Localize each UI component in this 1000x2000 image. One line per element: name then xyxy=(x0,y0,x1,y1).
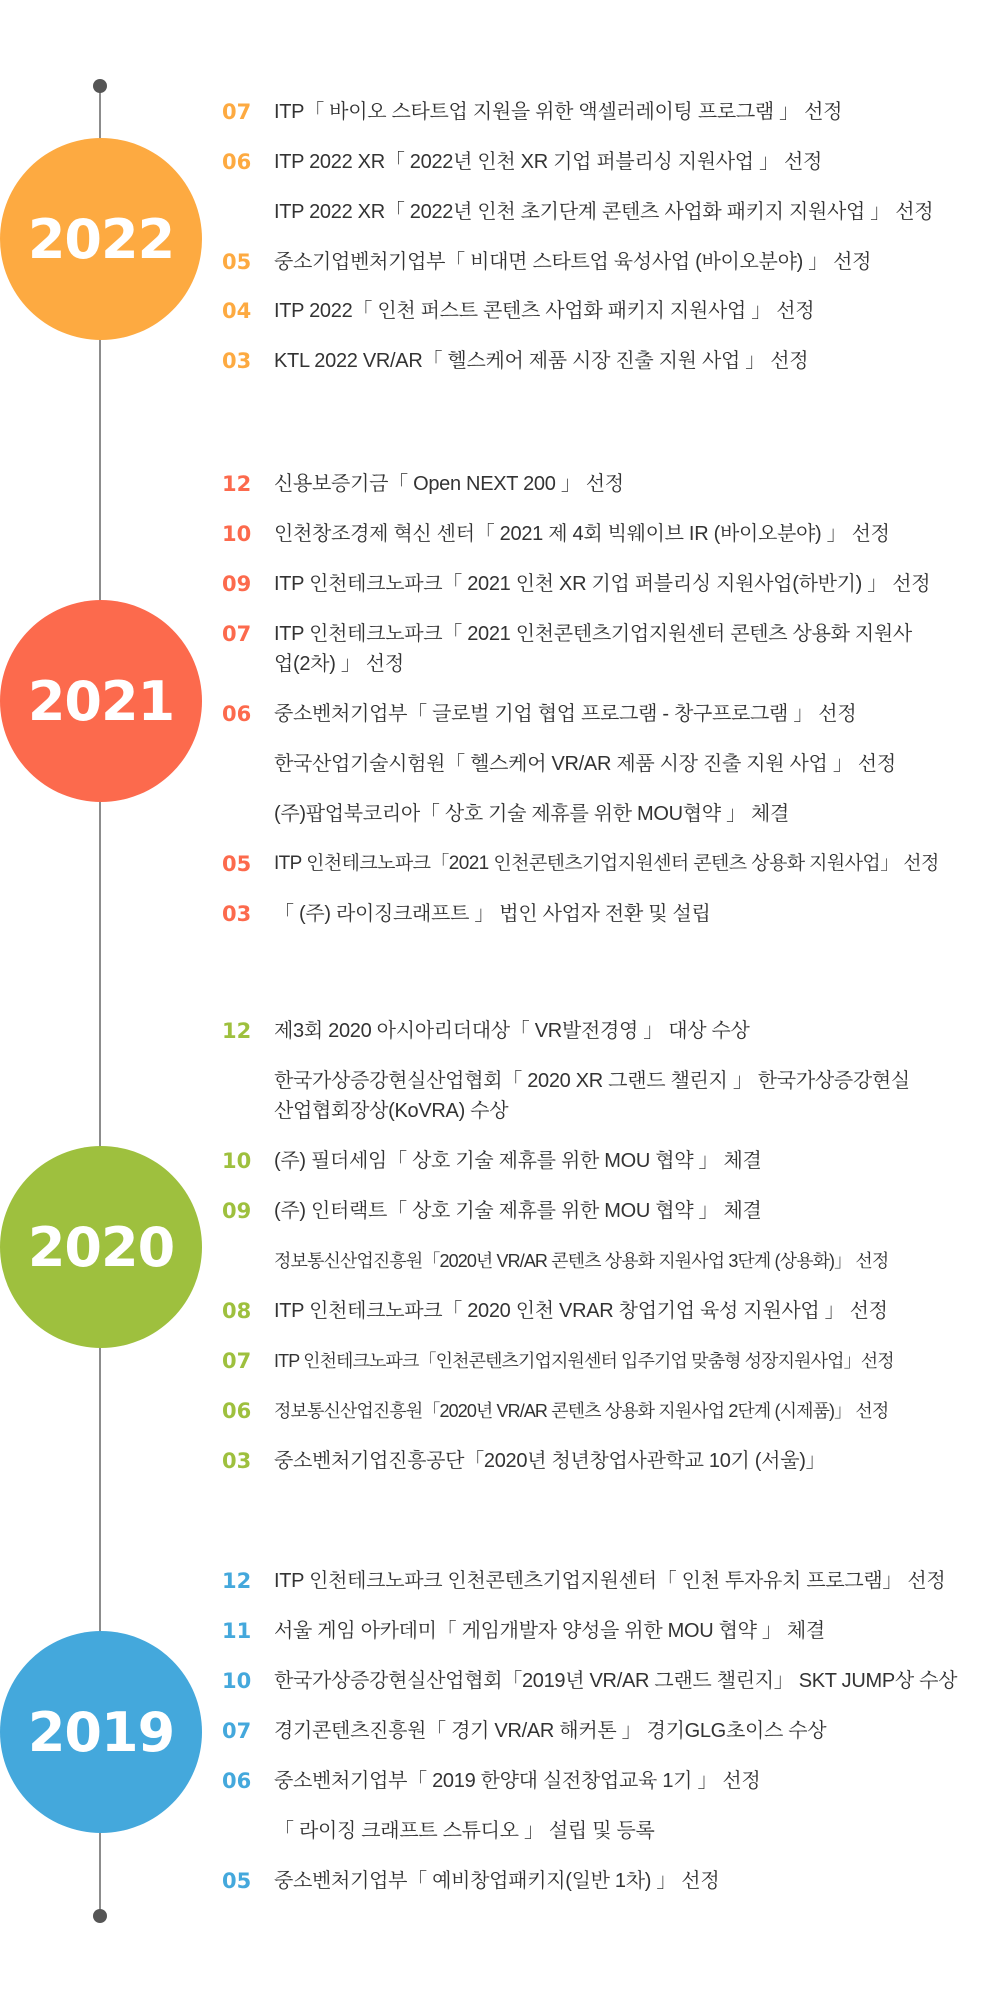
entry-text: ITP 2022「 인천 퍼스트 콘텐츠 사업화 패키지 지원사업 」 선정 xyxy=(274,300,815,322)
timeline-entry xyxy=(222,1146,1000,1176)
entry-text: (주) 필더세임「 상호 기술 제휴를 위한 MOU 협약 」 체결 xyxy=(274,1150,762,1172)
timeline-entry xyxy=(222,569,1000,599)
entry-month: 07 xyxy=(222,100,252,124)
entry-text: 정보통신산업진흥원「2020년 VR/AR 콘텐츠 상용화 지원사업 2단계 (시제품)」 선정 xyxy=(274,1401,889,1421)
timeline-entry xyxy=(222,1716,1000,1746)
timeline-entry xyxy=(222,799,1000,829)
entry-text: 서울 게임 아카데미「 게임개발자 양성을 위한 MOU 협약 」 체결 xyxy=(274,1620,825,1642)
timeline-entry xyxy=(222,1246,1000,1276)
entry-month: 10 xyxy=(222,1669,252,1693)
entry-text: ITP 인천테크노파크「 2021 인천콘텐츠기업지원센터 콘텐츠 상용화 지원사업(2차) 」 선정 xyxy=(274,623,912,675)
timeline-entry xyxy=(222,247,1000,277)
entry-month: 05 xyxy=(222,1869,252,1893)
timeline-entry xyxy=(222,1396,1000,1426)
timeline-entry xyxy=(222,1016,1000,1046)
entry-month: 10 xyxy=(222,522,252,546)
entry-month: 03 xyxy=(222,1449,252,1473)
timeline-entry xyxy=(222,296,1000,326)
timeline-entry xyxy=(222,699,1000,729)
timeline-entry xyxy=(222,849,1000,879)
timeline-entry xyxy=(222,147,1000,177)
entry-month: 08 xyxy=(222,1299,252,1323)
entry-month: 09 xyxy=(222,1199,252,1223)
entry-text: 경기콘텐츠진흥원「 경기 VR/AR 해커톤 」 경기GLG초이스 수상 xyxy=(274,1720,827,1742)
entry-month: 12 xyxy=(222,1019,252,1043)
timeline-entry xyxy=(222,1196,1000,1226)
timeline-entry xyxy=(222,899,1000,929)
entry-text: 중소기업벤처기업부「 비대면 스타트업 육성사업 (바이오분야) 」 선정 xyxy=(274,251,872,273)
timeline-entry xyxy=(222,1566,1000,1596)
timeline-entry xyxy=(222,1346,1000,1376)
entry-text: 신용보증기금「 Open NEXT 200 」 선정 xyxy=(274,473,624,495)
year-badge-2019: 2019 xyxy=(0,1631,202,1833)
entry-text: 「 라이징 크래프트 스튜디오 」 설립 및 등록 xyxy=(274,1820,655,1842)
timeline-entry xyxy=(222,1616,1000,1646)
entry-text: 중소벤처기업부「 2019 한양대 실전창업교육 1기 」 선정 xyxy=(274,1770,761,1792)
entry-month: 03 xyxy=(222,349,252,373)
entry-month: 06 xyxy=(222,150,252,174)
entry-month: 03 xyxy=(222,902,252,926)
entry-text: 한국가상증강현실산업협회「 2020 XR 그랜드 챌린지 」 한국가상증강현실산업협회장상(KoVRA) 수상 xyxy=(274,1070,910,1122)
entry-text: 중소벤처기업진흥공단「2020년 청년창업사관학교 10기 (서울)」 xyxy=(274,1450,826,1472)
entry-text: 한국가상증강현실산업협회「2019년 VR/AR 그랜드 챌린지」 SKT JUMP상 수상 xyxy=(274,1670,958,1692)
entry-text: 인천창조경제 혁신 센터「 2021 제 4회 빅웨이브 IR (바이오분야) 」 선정 xyxy=(274,523,890,545)
entry-month: 12 xyxy=(222,472,252,496)
entry-text: ITP 2022 XR「 2022년 인천 XR 기업 퍼블리싱 지원사업 」 선정 xyxy=(274,151,823,173)
entry-text: (주)팝업북코리아「 상호 기술 제휴를 위한 MOU협약 」 체결 xyxy=(274,803,790,825)
entry-month: 05 xyxy=(222,852,252,876)
entry-text: 정보통신산업진흥원「2020년 VR/AR 콘텐츠 상용화 지원사업 3단계 (상용화)」 선정 xyxy=(274,1251,889,1271)
timeline-entry xyxy=(222,469,1000,499)
timeline-end-dot xyxy=(93,1909,107,1923)
timeline-entry xyxy=(222,1816,1000,1846)
entry-month: 06 xyxy=(222,702,252,726)
entry-text: ITP 인천테크노파크「 2021 인천 XR 기업 퍼블리싱 지원사업(하반기) 」 선정 xyxy=(274,573,931,595)
timeline-entry xyxy=(222,1446,1000,1476)
entry-text: ITP 인천테크노파크「 2020 인천 VRAR 창업기업 육성 지원사업 」 선정 xyxy=(274,1300,888,1322)
entry-text: 중소벤처기업부「 예비창업패키지(일반 1차) 」 선정 xyxy=(274,1870,720,1892)
entry-month: 04 xyxy=(222,299,252,323)
timeline-entry xyxy=(222,519,1000,549)
timeline-entry xyxy=(222,1296,1000,1326)
timeline-entry xyxy=(222,97,1000,127)
timeline-start-dot xyxy=(93,79,107,93)
entry-month: 07 xyxy=(222,622,252,646)
entry-text: (주) 인터랙트「 상호 기술 제휴를 위한 MOU 협약 」 체결 xyxy=(274,1200,762,1222)
entry-month: 12 xyxy=(222,1569,252,1593)
entry-month: 07 xyxy=(222,1349,252,1373)
entry-text: ITP「 바이오 스타트업 지원을 위한 액셀러레이팅 프로그램 」 선정 xyxy=(274,101,843,123)
year-badge-2020: 2020 xyxy=(0,1146,202,1348)
timeline-entry xyxy=(222,1066,1000,1126)
timeline-entry xyxy=(222,346,1000,376)
timeline-entry xyxy=(222,1766,1000,1796)
timeline-entry xyxy=(222,197,1000,227)
entry-text: ITP 인천테크노파크「2021 인천콘텐츠기업지원센터 콘텐츠 상용화 지원사업」 선정 xyxy=(274,853,939,874)
timeline-entry xyxy=(222,619,1000,679)
entry-month: 06 xyxy=(222,1399,252,1423)
entry-text: 한국산업기술시험원「 헬스케어 VR/AR 제품 시장 진출 지원 사업 」 선정 xyxy=(274,753,896,775)
entry-text: ITP 2022 XR「 2022년 인천 초기단계 콘텐츠 사업화 패키지 지원사업 」 선정 xyxy=(274,201,934,223)
entry-month: 07 xyxy=(222,1719,252,1743)
entry-text: 「 (주) 라이징크래프트 」 법인 사업자 전환 및 설립 xyxy=(274,903,711,925)
entry-month: 10 xyxy=(222,1149,252,1173)
entry-text: 중소벤처기업부「 글로벌 기업 협업 프로그램 - 창구프로그램 」 선정 xyxy=(274,703,857,725)
entry-month: 09 xyxy=(222,572,252,596)
entry-text: 제3회 2020 아시아리더대상「 VR발전경영 」 대상 수상 xyxy=(274,1020,750,1042)
entry-text: ITP 인천테크노파크 인천콘텐츠기업지원센터「 인천 투자유치 프로그램」 선정 xyxy=(274,1570,946,1592)
timeline-entry xyxy=(222,749,1000,779)
entry-month: 11 xyxy=(222,1619,252,1643)
year-badge-2022: 2022 xyxy=(0,138,202,340)
timeline-entry xyxy=(222,1866,1000,1896)
entry-month: 06 xyxy=(222,1769,252,1793)
year-badge-2021: 2021 xyxy=(0,600,202,802)
entry-month: 05 xyxy=(222,250,252,274)
entry-text: KTL 2022 VR/AR「 헬스케어 제품 시장 진출 지원 사업 」 선정 xyxy=(274,350,809,372)
entry-text: ITP 인천테크노파크「인천콘텐츠기업지원센터 입주기업 맞춤형 성장지원사업」선정 xyxy=(274,1351,894,1371)
timeline-entry xyxy=(222,1666,1000,1696)
